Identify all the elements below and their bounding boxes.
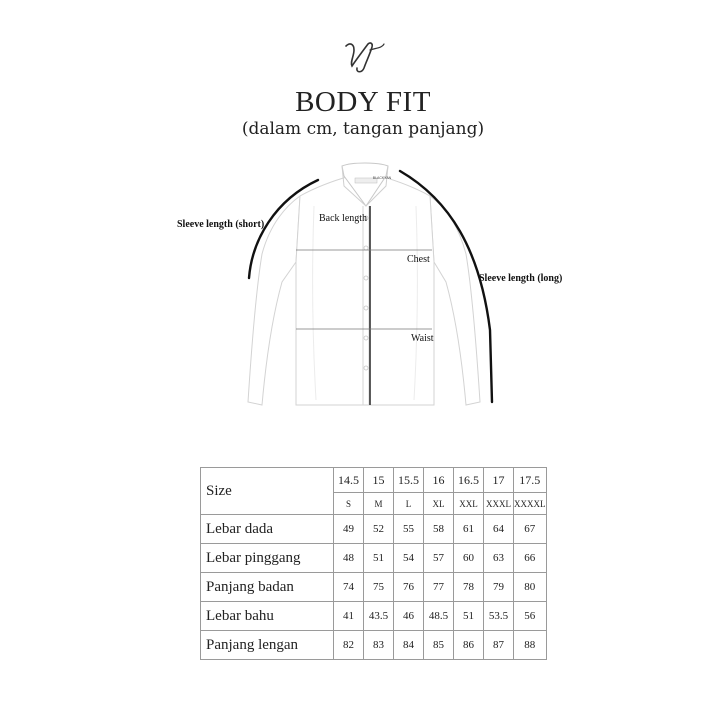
row-label: Lebar dada — [201, 515, 334, 544]
row-label: Lebar bahu — [201, 602, 334, 631]
page-title: BODY FIT — [295, 86, 431, 118]
table-cell: 58 — [424, 515, 454, 544]
row-label: Panjang badan — [201, 573, 334, 602]
row-label: Lebar pinggang — [201, 544, 334, 573]
size-code: M — [364, 493, 394, 515]
page-subtitle: (dalam cm, tangan panjang) — [241, 119, 485, 139]
table-cell: 48 — [334, 544, 364, 573]
table-cell: 86 — [454, 631, 484, 660]
table-cell: 77 — [424, 573, 454, 602]
label-sleeve-long: Sleeve length (long) — [479, 273, 563, 284]
row-label: Panjang lengan — [201, 631, 334, 660]
label-chest: Chest — [407, 254, 430, 265]
table-cell: 43.5 — [364, 602, 394, 631]
table-cell: 82 — [334, 631, 364, 660]
table-cell: 61 — [454, 515, 484, 544]
table-row — [201, 544, 547, 573]
table-cell: 85 — [424, 631, 454, 660]
table-row — [201, 602, 547, 631]
label-sleeve-short: Sleeve length (short) — [177, 219, 265, 230]
table-cell: 84 — [394, 631, 424, 660]
size-code: XXXL — [484, 493, 514, 515]
size-code: XL — [424, 493, 454, 515]
label-waist: Waist — [411, 333, 434, 344]
table-cell: 67 — [514, 515, 547, 544]
table-cell: 66 — [514, 544, 547, 573]
size-code: S — [334, 493, 364, 515]
table-cell: 60 — [454, 544, 484, 573]
table-cell: 49 — [334, 515, 364, 544]
table-cell: 48.5 — [424, 602, 454, 631]
table-cell: 80 — [514, 573, 547, 602]
table-cell: 46 — [394, 602, 424, 631]
table-cell: 41 — [334, 602, 364, 631]
table-cell: 87 — [484, 631, 514, 660]
size-chart-table — [200, 467, 547, 660]
table-row — [201, 515, 547, 544]
table-cell: 51 — [454, 602, 484, 631]
shirt-tag: BLACKYAN — [372, 176, 392, 180]
size-number: 16.5 — [454, 468, 484, 493]
table-cell: 54 — [394, 544, 424, 573]
label-back-length: Back length — [319, 213, 368, 224]
size-number: 17 — [484, 468, 514, 493]
size-number: 14.5 — [334, 468, 364, 493]
table-cell: 83 — [364, 631, 394, 660]
table-cell: 78 — [454, 573, 484, 602]
size-code: XXXXL — [514, 493, 547, 515]
size-number: 15 — [364, 468, 394, 493]
size-number: 15.5 — [394, 468, 424, 493]
size-header: Size — [201, 468, 334, 515]
table-cell: 55 — [394, 515, 424, 544]
table-cell: 75 — [364, 573, 394, 602]
size-code: XXL — [454, 493, 484, 515]
table-cell: 63 — [484, 544, 514, 573]
table-cell: 57 — [424, 544, 454, 573]
table-cell: 88 — [514, 631, 547, 660]
table-cell: 51 — [364, 544, 394, 573]
size-code: L — [394, 493, 424, 515]
table-cell: 76 — [394, 573, 424, 602]
table-cell: 56 — [514, 602, 547, 631]
table-row — [201, 631, 547, 660]
size-number: 17.5 — [514, 468, 547, 493]
table-cell: 53.5 — [484, 602, 514, 631]
shirt-illustration — [248, 163, 480, 405]
table-cell: 64 — [484, 515, 514, 544]
table-cell: 74 — [334, 573, 364, 602]
table-cell: 79 — [484, 573, 514, 602]
size-number: 16 — [424, 468, 454, 493]
table-cell: 52 — [364, 515, 394, 544]
size-number-row — [201, 468, 547, 493]
table-row — [201, 573, 547, 602]
